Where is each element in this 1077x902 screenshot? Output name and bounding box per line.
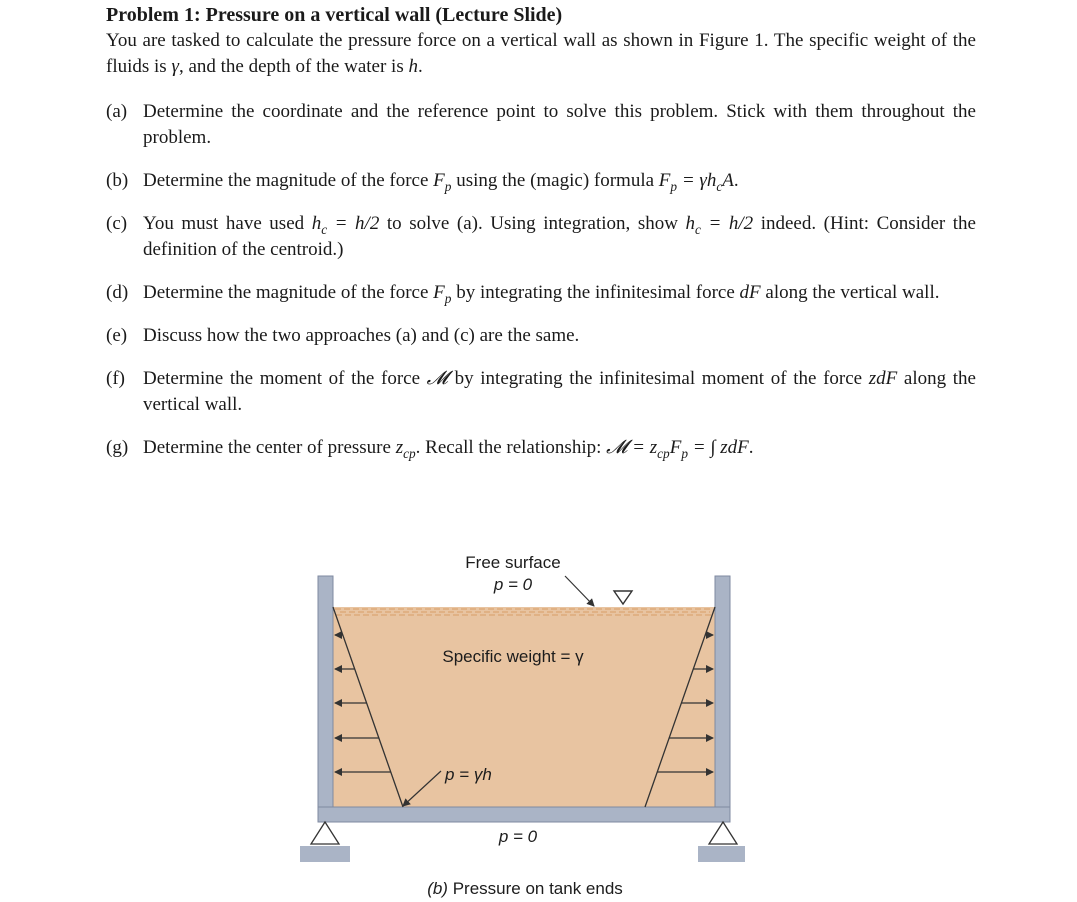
right-support: [698, 822, 745, 862]
tank-figure: [300, 548, 750, 898]
free-surface-label: Free surface: [465, 553, 561, 572]
left-wall: [318, 576, 333, 822]
free-surface-leader: [565, 576, 594, 606]
p-zero-top-label: p = 0: [493, 575, 533, 594]
problem-page: [106, 2, 976, 478]
question-b: (b) Determine the magnitude of the force $F_p$ using the (magic) formula $F_p = \gamma h_cA$.: [106, 170, 739, 194]
question-f: (f) Determine the moment of the force 𝓜 by integrating the infinitesimal moment of the force zdF along the vertical wall.: [106, 368, 976, 415]
p-gamma-h-label: p = γh: [445, 765, 492, 784]
water-region: [333, 607, 715, 807]
left-support: [300, 822, 350, 862]
question-list: [106, 99, 976, 461]
free-surface-triangle-icon: [614, 591, 632, 604]
problem-title: Problem 1: Pressure on a vertical wall (Lecture Slide): [106, 4, 563, 26]
p-zero-bottom-label: p = 0: [498, 827, 538, 846]
problem-intro: You are tasked to calculate the pressure force on a vertical wall as shown in Figure 1. The specific weight of the fluids is γ, and the depth of the water is h.: [106, 30, 976, 77]
question-g: (g) Determine the center of pressure $z_{cp}$. Recall the relationship: 𝓜 = $z_{cp}F_p$ = ∫ zdF.: [106, 437, 754, 461]
question-c: (c) You must have used $h_c = h/2$ to solve (a). Using integration, show $h_c = h/2$ indeed. (Hint: Consider the definition of the centroid.): [106, 213, 976, 260]
question-a: (a) Determine the coordinate and the reference point to solve this problem. Stick with them throughout the problem.: [106, 101, 976, 148]
tank-bottom: [318, 807, 730, 822]
question-e: (e) Discuss how the two approaches (a) and (c) are the same.: [106, 325, 580, 346]
specific-weight-label: Specific weight = γ: [442, 647, 584, 666]
question-d: (d) Determine the magnitude of the force $F_p$ by integrating the infinitesimal force dF along the vertical wall.: [106, 282, 940, 306]
right-wall: [715, 576, 730, 822]
figure-caption: (b) Pressure on tank ends: [427, 879, 623, 898]
